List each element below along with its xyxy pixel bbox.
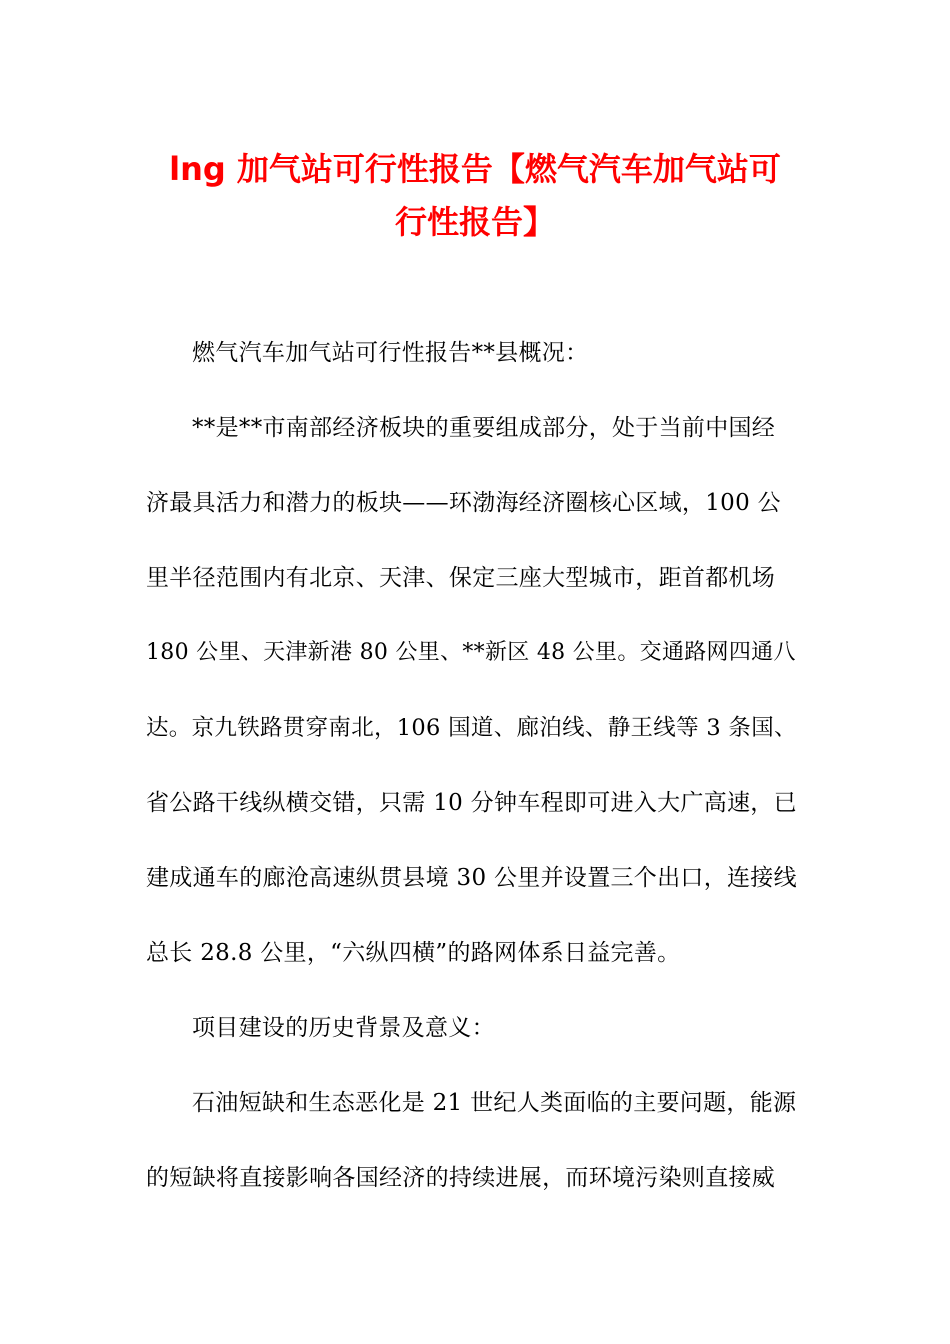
title-line-1: lng 加气站可行性报告【燃气汽车加气站可: [169, 150, 781, 188]
document-body: [146, 327, 806, 1227]
paragraph-line: 省公路干线纵横交错，只需 10 分钟车程即可进入大广高速，已: [146, 790, 797, 816]
paragraph-line: 济最具活力和潜力的板块——环渤海经济圈核心区域，100 公: [146, 490, 781, 516]
title-line-2: 行性报告】: [394, 203, 555, 241]
paragraph-line: 180 公里、天津新港 80 公里、**新区 48 公里。交通路网四通八: [146, 640, 796, 665]
document-title: [145, 143, 805, 249]
section-heading-project-background: 项目建设的历史背景及意义：: [192, 1015, 495, 1041]
paragraph-line: **是**市南部经济板块的重要组成部分，处于当前中国经: [192, 415, 776, 441]
paragraph-line: 的短缺将直接影响各国经济的持续进展，而环境污染则直接威: [146, 1165, 776, 1191]
paragraph-line: 建成通车的廊沧高速纵贯县境 30 公里并设置三个出口，连接线: [146, 865, 797, 891]
section-heading-county-overview: 燃气汽车加气站可行性报告**县概况：: [192, 340, 589, 366]
paragraph-line: 石油短缺和生态恶化是 21 世纪人类面临的主要问题，能源: [192, 1090, 797, 1116]
paragraph-line: 总长 28.8 公里，“六纵四横”的路网体系日益完善。: [146, 940, 681, 966]
paragraph-line: 里半径范围内有北京、天津、保定三座大型城市，距首都机场: [146, 565, 776, 591]
paragraph-line: 达。京九铁路贯穿南北，106 国道、廊泊线、静王线等 3 条国、: [146, 715, 797, 741]
